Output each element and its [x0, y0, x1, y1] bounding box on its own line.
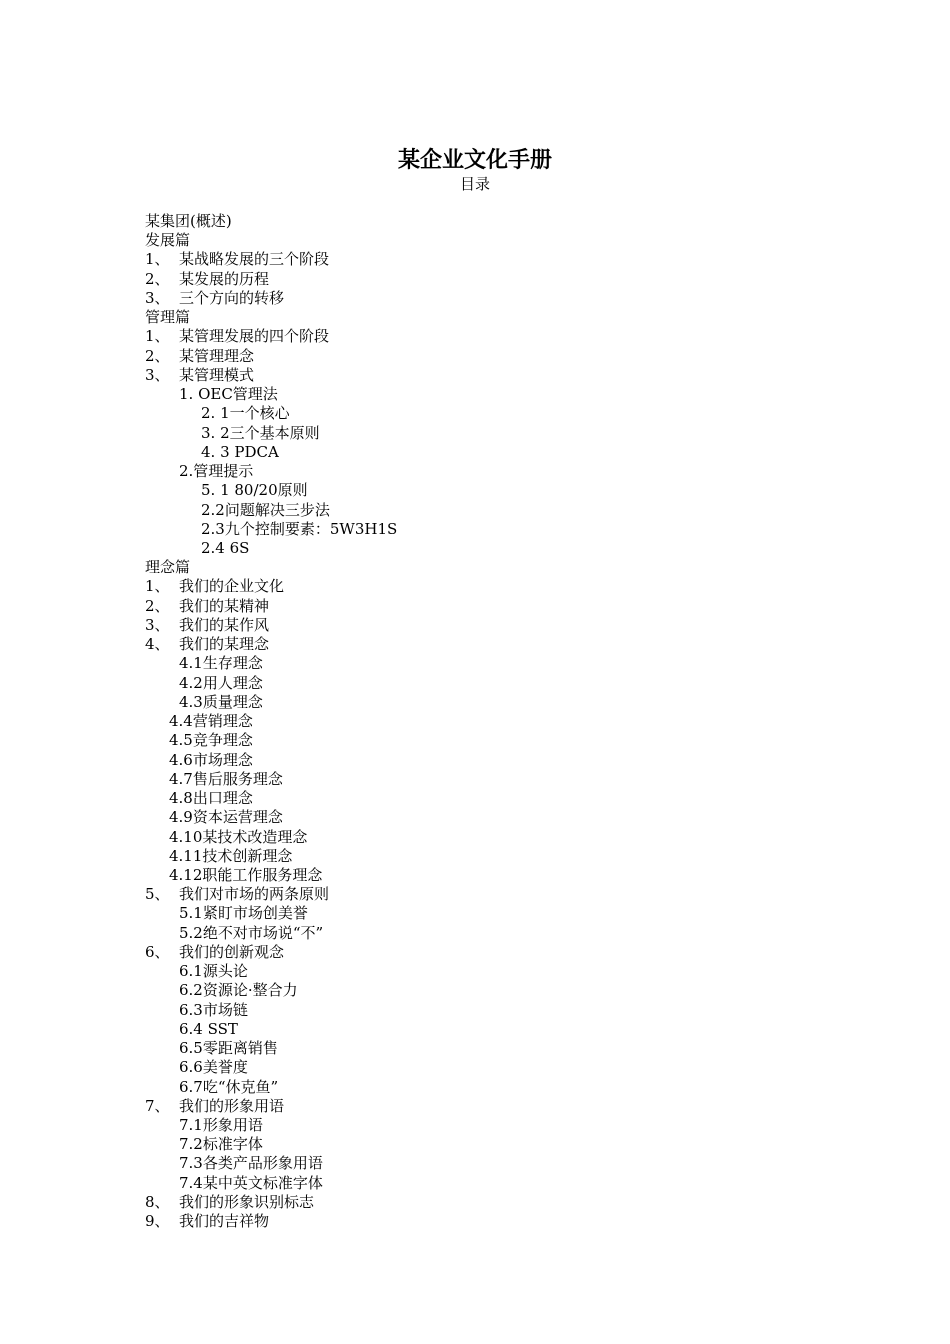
toc-entry-text: 4.6市场理念 [169, 750, 253, 769]
toc-entry [0, 539, 950, 558]
toc-entry-text: 某发展的历程 [179, 269, 270, 288]
toc-entry [0, 1193, 950, 1212]
toc-entry [0, 1154, 950, 1173]
toc-entry-text: 7.3各类产品形象用语 [179, 1154, 323, 1173]
toc-entry-text: 4. 3 PDCA [201, 442, 279, 461]
toc-entry [0, 347, 950, 366]
toc-entry [0, 501, 950, 520]
toc-entry [0, 616, 950, 635]
toc-entry-text: 2.4 6S [201, 538, 250, 557]
toc-entry [0, 731, 950, 750]
toc-entry [0, 981, 950, 1000]
toc-entry-text: 我们的吉祥物 [179, 1212, 270, 1231]
toc-entry-text: 1. OEC管理法 [179, 385, 278, 404]
toc-entry-text: 4.9资本运营理念 [169, 808, 283, 827]
toc-entry [0, 847, 950, 866]
toc-entry [0, 462, 950, 481]
toc-entry-text: 我们的某精神 [179, 596, 270, 615]
toc-entry [0, 520, 950, 539]
toc-entry-number: 2、 [145, 346, 170, 365]
toc-entry-number: 2、 [145, 596, 170, 615]
toc-entry [0, 385, 950, 404]
toc-entry-text: 7.2标准字体 [179, 1135, 263, 1154]
toc-entry [0, 866, 950, 885]
toc-entry [0, 597, 950, 616]
toc-entry [0, 808, 950, 827]
toc-entry-text: 某战略发展的三个阶段 [179, 250, 330, 269]
toc-entry-text: 4.5竞争理念 [169, 731, 253, 750]
toc-entry-text: 我们的形象用语 [179, 1096, 285, 1115]
toc-entry [0, 712, 950, 731]
toc-entry-text: 2.3九个控制要素：5W3H1S [201, 519, 398, 538]
toc-entry-text: 4.11技术创新理念 [169, 846, 293, 865]
toc-entry-text: 5.1紧盯市场创美誉 [179, 904, 308, 923]
toc-entry [0, 693, 950, 712]
toc-entry-text: 我们的某理念 [179, 635, 270, 654]
toc-entry [0, 1001, 950, 1020]
toc-entry-number: 3、 [145, 615, 170, 634]
toc-entry-number: 2、 [145, 269, 170, 288]
toc-entry-text: 6.6美誉度 [179, 1058, 248, 1077]
toc-entry-text: 6.7吃“休克鱼” [179, 1077, 279, 1096]
toc-entry-number: 1、 [145, 577, 170, 596]
toc-entry-text: 6.2资源论·整合力 [179, 981, 298, 1000]
toc-entry [0, 635, 950, 654]
toc-entry-text: 4.7售后服务理念 [169, 769, 283, 788]
toc-entry-text: 我们的形象识别标志 [179, 1192, 315, 1211]
toc-entry [0, 289, 950, 308]
toc-entry [0, 1039, 950, 1058]
toc-entry-text: 2. 1一个核心 [201, 404, 290, 423]
toc-entry [0, 770, 950, 789]
toc-entry-text: 我们的某作风 [179, 615, 270, 634]
toc-entry [0, 751, 950, 770]
toc-entry [0, 943, 950, 962]
toc-entry [0, 250, 950, 269]
toc-entry-text: 4.10某技术改造理念 [169, 827, 308, 846]
toc-entry [0, 904, 950, 923]
toc-entry-text: 我们的企业文化 [179, 577, 285, 596]
toc-entry-text: 4.12职能工作服务理念 [169, 865, 323, 884]
document-title: 某企业文化手册 [397, 148, 552, 173]
table-of-contents [0, 212, 950, 1231]
toc-entry-text: 我们的创新观念 [179, 942, 285, 961]
toc-entry [0, 231, 950, 250]
toc-entry-number: 4、 [145, 635, 170, 654]
toc-entry-number: 1、 [145, 327, 170, 346]
toc-entry-text: 某管理模式 [179, 365, 255, 384]
toc-entry [0, 270, 950, 289]
toc-entry-text: 三个方向的转移 [179, 288, 285, 307]
toc-entry [0, 212, 950, 231]
toc-entry-text: 7.4某中英文标准字体 [179, 1173, 323, 1192]
toc-entry [0, 654, 950, 673]
toc-entry [0, 308, 950, 327]
toc-entry [0, 962, 950, 981]
toc-entry-text: 6.3市场链 [179, 1000, 248, 1019]
toc-entry [0, 1212, 950, 1231]
toc-entry-text: 某管理理念 [179, 346, 255, 365]
toc-entry-text: 4.2用人理念 [179, 673, 263, 692]
toc-entry [0, 1020, 950, 1039]
toc-entry [0, 443, 950, 462]
toc-entry [0, 789, 950, 808]
toc-entry [0, 1174, 950, 1193]
toc-entry-number: 1、 [145, 250, 170, 269]
toc-entry [0, 577, 950, 596]
toc-entry [0, 366, 950, 385]
toc-entry-text: 4.3质量理念 [179, 692, 263, 711]
toc-entry-number: 9、 [145, 1212, 170, 1231]
toc-entry-text: 4.4营销理念 [169, 712, 253, 731]
toc-entry-text: 6.5零距离销售 [179, 1039, 278, 1058]
toc-entry [0, 327, 950, 346]
toc-entry [0, 424, 950, 443]
toc-entry-text: 3. 2三个基本原则 [201, 423, 320, 442]
toc-entry-number: 3、 [145, 288, 170, 307]
toc-entry-text: 2.2问题解决三步法 [201, 500, 330, 519]
toc-entry-text: 2.管理提示 [179, 462, 254, 481]
toc-entry-text: 发展篇 [145, 231, 191, 250]
toc-entry [0, 558, 950, 577]
toc-entry [0, 404, 950, 423]
toc-entry-number: 7、 [145, 1096, 170, 1115]
toc-entry [0, 828, 950, 847]
toc-entry [0, 924, 950, 943]
toc-entry-text: 理念篇 [145, 558, 191, 577]
toc-entry-text: 我们对市场的两条原则 [179, 885, 330, 904]
toc-entry [0, 1135, 950, 1154]
toc-entry-number: 8、 [145, 1192, 170, 1211]
toc-entry-text: 4.1生存理念 [179, 654, 263, 673]
toc-entry [0, 1097, 950, 1116]
toc-entry-text: 管理篇 [145, 308, 191, 327]
toc-entry-text: 4.8出口理念 [169, 789, 253, 808]
toc-entry-text: 某集团(概述) [145, 212, 232, 230]
toc-entry [0, 1058, 950, 1077]
toc-entry-text: 6.1源头论 [179, 962, 248, 981]
toc-entry-text: 6.4 SST [179, 1019, 238, 1038]
toc-entry-number: 3、 [145, 365, 170, 384]
toc-entry [0, 885, 950, 904]
toc-entry-text: 5. 1 80/20原则 [201, 481, 308, 500]
toc-entry-text: 5.2绝不对市场说“不” [179, 923, 324, 942]
toc-entry-text: 7.1形象用语 [179, 1116, 263, 1135]
toc-entry [0, 1116, 950, 1135]
toc-entry [0, 481, 950, 500]
toc-entry-text: 某管理发展的四个阶段 [179, 327, 330, 346]
toc-heading: 目录 [459, 175, 490, 193]
toc-entry [0, 1078, 950, 1097]
toc-entry-number: 5、 [145, 885, 170, 904]
toc-entry-number: 6、 [145, 942, 170, 961]
toc-entry [0, 674, 950, 693]
